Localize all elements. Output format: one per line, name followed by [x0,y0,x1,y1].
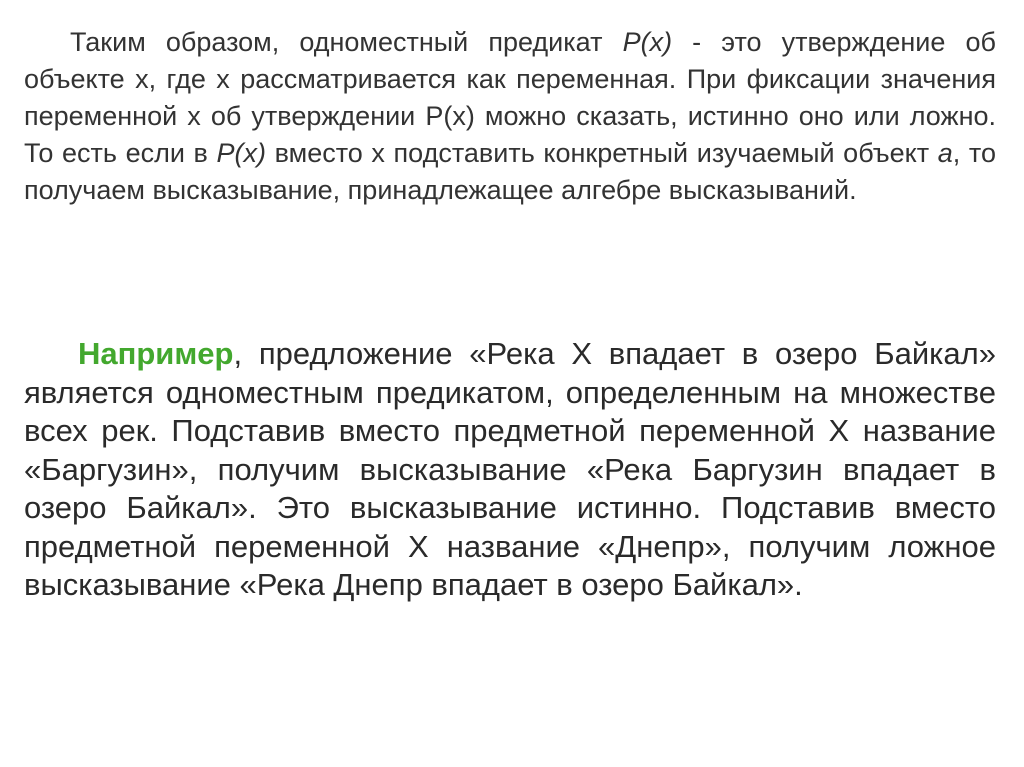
p1-formula-px-2: P(x) [216,138,266,168]
p2-text: , предложение «Река X впадает в озеро Байкал» является одноместным предикатом, определенным на множестве всех рек. Подставив вместо предметной переменной X название «Баргузин», получим высказывание «Река Баргузин впадает в озеро Байкал». Это высказывание истинно. Подставив вместо предметной переменной X название «Днепр», получим ложное высказывание «Река Днепр впадает в озеро Байкал». [24,336,996,602]
p1-text-2: - это утверждение об объекте x, где x рассматривается как переменная. При фиксации значения переменной x об утверждении P(x) можно сказать, истинно оно или ложно. То есть если в [24,27,996,168]
paragraph-predicate-definition [24,24,996,209]
p1-text-3: вместо x подставить конкретный изучаемый объект [266,138,938,168]
p1-text-4: , то получаем высказывание, принадлежащее алгебре высказываний. [24,138,996,205]
example-highlight: Например [78,336,234,371]
p1-formula-px: P(x) [622,27,673,57]
p1-object-a: a [937,138,953,168]
paragraph-example [24,335,996,605]
p1-text-1: Таким образом, одноместный предикат [70,27,623,57]
